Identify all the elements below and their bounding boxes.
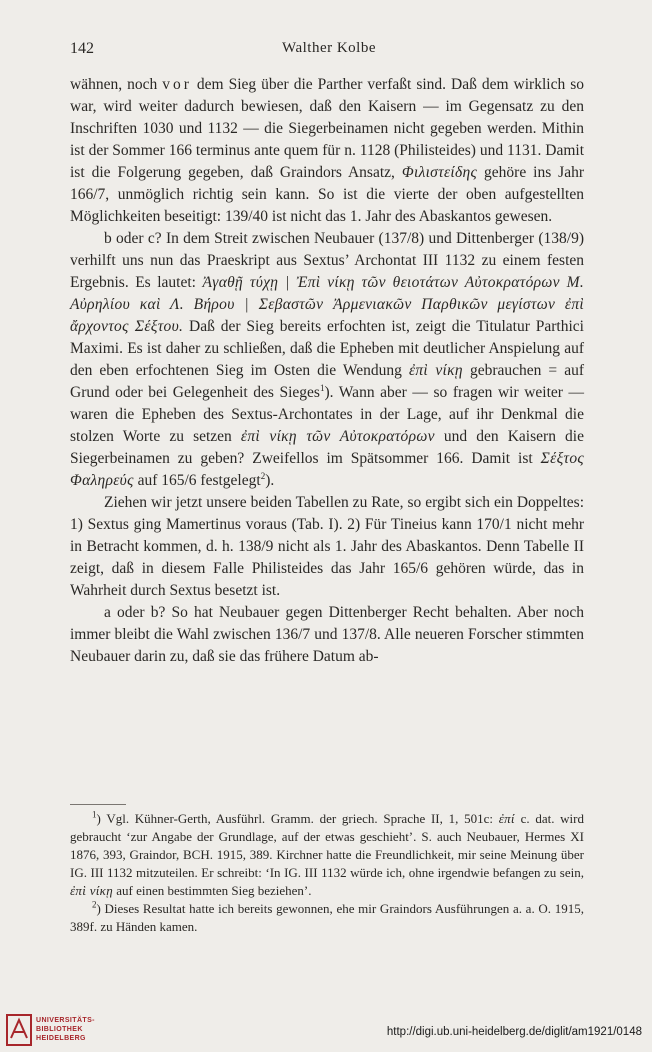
paragraph-2 [70,228,584,492]
fn1-text-c: c. dat. wird gebraucht ‘zur Angabe der Grundlage, auf der etwas geschieht’. S. auch Neubauer, Hermes XI 1876, 393, Graindor, BCH. 1915, 389. Kirchner hatte die Freundlichkeit, mir seine Meinung über IG. III 1132 mitzuteilen. Er schreibt: ‘In IG. III 1132 würde ich, ohne irgendwie befangen zu sein, [70,811,585,880]
p1-text-e: gehöre ins Jahr 166/7, unmöglich richtig sein kann. So ist die vierte der oben aufgestellten Möglichkeiten beseitigt: 139/40 ist nicht das 1. Jahr des Abaskantos gewesen. [70,164,584,225]
main-text [70,74,584,668]
p2-text-c: Daß der Sieg bereits erfochten ist, zeigt die Titulatur Parthici Maximi. Es ist daher zu schließen, daß die Epheben mit deutlicher Anspielung auf den eben erfochtenen Sieg im Osten die Wendung [70,318,584,379]
paragraph-4: a oder b? So hat Neubauer gegen Dittenberger Recht behalten. Aber noch immer bleibt die Wahl zwischen 136/7 und 137/8. Alle neueren Forscher stimmten Neubauer darin zu, daß sie das frühere Datum ab- [70,604,584,665]
page-header [70,40,584,60]
page-number: 142 [70,40,94,57]
fn2-text: ) Dieses Resultat hatte ich bereits gewonnen, ehe mir Graindors Ausführungen a. a. O. 1915, 389f. zu Händen kamen. [70,901,584,934]
p1-text-c: dem Sieg über die Parther verfaßt sind. Daß dem wirklich so war, wird weiter dadurch bewiesen, daß den Kaisern — im Gegensatz zu den Inschriften 1030 und 1132 — die Siegerbeinamen nicht gegeben werden. Mithin ist der Sommer 166 terminus ante quem für n. 1128 (Philisteides) und 1131. Damit ist die Folgerung gegeben, daß Graindors Ansatz, [70,76,584,181]
digitization-footer [0,1010,652,1052]
footnote-1 [70,810,584,900]
p1-spaced-vor: vor [162,76,192,93]
footnotes [70,810,584,936]
p2-text-g: ). Wann aber — so fragen wir weiter — waren die Epheben des Sextus-Archontates in der Lage, auf ihr Denkmal die stolzen Worte zu setzen [70,384,585,445]
footnote-divider [70,804,126,805]
library-name-line-3: HEIDELBERG [36,1035,86,1042]
footnote-ref-1[interactable]: 1 [319,382,325,393]
library-name-line-1: UNIVERSITÄTS- [36,1017,95,1024]
running-head: Walther Kolbe [282,40,377,56]
university-library-logo-icon [6,1014,32,1046]
footnote-ref-2[interactable]: 2 [260,470,266,481]
fn1-greek-epi: ἐπί [498,811,515,826]
source-url-link[interactable]: http://digi.ub.uni-heidelberg.de/diglit/am1921/0148 [386,1026,642,1038]
p2-greek-praescript: Ἀγαθῇ τύχῃ | Ἐπὶ νίκῃ τῶν θειοτάτων Αὐτοκρατόρων Μ. Αὐρηλίου καὶ Λ. Βήρου | Σεβαστῶν Ἀρμενιακῶν Παρθικῶν μεγίστων ἐπὶ ἄρχοντος Σέξτου. [70,274,585,335]
p2-text-i: und den Kaisern die Siegerbeinamen zu geben? Zweifellos im Spätsommer 166. Damit ist [70,428,584,467]
fn1-text-a: ) Vgl. Kühner-Gerth, Ausführl. Gramm. der griech. Sprache II, 1, 501c: [96,811,499,826]
paragraph-3: Ziehen wir jetzt unsere beiden Tabellen zu Rate, so ergibt sich ein Doppeltes: 1) Sextus ging Mamertinus voraus (Tab. I). 2) Für Tineius kann 170/1 nicht mehr in Betracht kommen, d. h. 138/9 nicht als 1. Jahr des Abaskantos. Denn Tabelle II zeigt, daß in diesem Falle Philisteides das Jahr 165/6 gehören würde, das in Wahrheit durch Sextus besetzt ist. [70,494,584,599]
fn1-text-e: auf einen bestimmten Sieg beziehen’. [112,883,312,898]
library-name [36,1016,95,1043]
p2-text-k: auf 165/6 festgelegt [133,472,261,489]
footnote-1-marker: 1 [92,809,97,820]
library-name-line-2: BIBLIOTHEK [36,1026,83,1033]
fn1-greek-epi-nike: ἐπὶ νίκῃ [70,883,113,898]
p1-text-a: wähnen, noch [70,76,163,93]
p2-text-m: ). [265,472,275,489]
p1-greek-name: Φιλιστείδης [401,164,478,181]
p2-greek-phrase: ἐπὶ νίκῃ τῶν Αὐτοκρατόρων [240,428,435,445]
footnote-2 [70,900,584,936]
paragraph-1 [70,74,584,228]
p2-greek-sextus: Σέξτος Φαληρεύς [70,450,584,489]
footnote-2-marker: 2 [92,899,97,910]
p2-greek-epi-nike: ἐπὶ νίκῃ [408,362,463,379]
p2-text-a: b oder c? In dem Streit zwischen Neubauer (137/8) und Dittenberger (138/9) verhilft uns nun das Praeskript aus Sextus’ Archontat III 1132 zu einem festen Ergebnis. Es lautet: [70,230,584,291]
p2-text-e: gebrauchen = auf Grund oder bei Gelegenheit des Sieges [70,362,584,401]
